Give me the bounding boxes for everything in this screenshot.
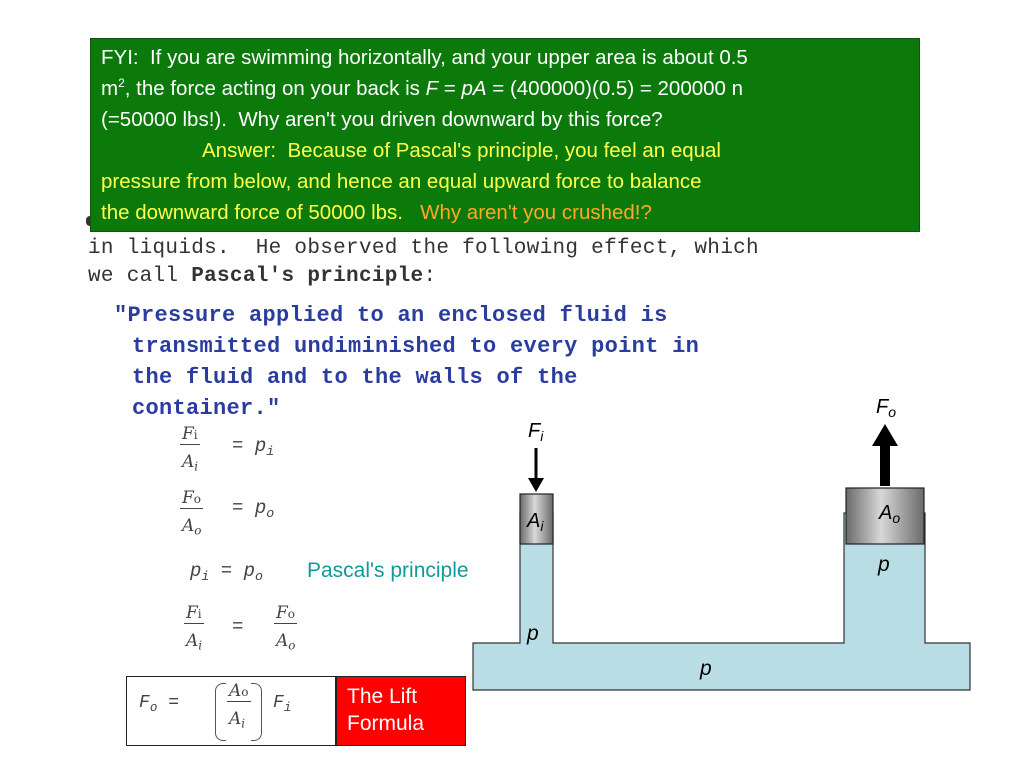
equation-4-eq: = (232, 616, 244, 638)
body-line-2-c: : (423, 265, 437, 288)
fyi-line-2-c: = (400000)(0.5) = 200000 n (486, 77, 744, 100)
lift-label-line-2: Formula (347, 712, 425, 735)
fyi-line-1: FYI: If you are swimming horizontally, and your upper area is about 0.5 (101, 46, 748, 69)
fyi-question: Why aren't you crushed!? (420, 201, 652, 224)
fraction-den: $A_i$ (229, 709, 246, 731)
label-ao: $A_o$ (879, 502, 901, 527)
output-force-arrow-shaft (880, 442, 890, 486)
fraction-num: Ao (229, 681, 249, 701)
quote-line-3: the fluid and to the walls of the (132, 365, 578, 390)
equation-1-rhs: = $p_i$ (232, 435, 275, 459)
fyi-pA: pA (461, 77, 487, 100)
label-fo: $F_o$ (876, 396, 897, 421)
equation-3: $p_i = p_o$ (190, 560, 263, 584)
fraction-den: $A_o$ (276, 631, 296, 653)
lift-label-line-1: The Lift (347, 685, 418, 708)
fyi-answer-1: Answer: Because of Pascal's principle, you feel an equal (202, 139, 721, 162)
fraction-den: $A_i$ (182, 452, 199, 474)
fyi-line-2-b: , the force acting on your back is (124, 77, 426, 100)
quote-line-2: transmitted undiminished to every point in (132, 334, 700, 359)
quote-line-1: "Pressure applied to an enclosed fluid is (114, 303, 668, 328)
label-fi: $F_i$ (528, 420, 544, 445)
label-p-left: p (527, 622, 539, 645)
input-force-arrow-head (528, 478, 544, 492)
pascal-principle-label: Pascal's principle (307, 559, 469, 582)
fraction-num: Fi (186, 603, 202, 623)
fyi-answer-2: pressure from below, and hence an equal upward force to balance (101, 170, 702, 193)
equation-2-rhs: = $p_o$ (232, 497, 275, 521)
label-p-bottom: p (700, 657, 712, 680)
fyi-line-3: (=50000 lbs!). Why aren't you driven downward by this force? (101, 108, 663, 131)
fyi-eq: = (438, 77, 462, 100)
output-force-arrow-head (872, 424, 898, 446)
body-line-2-a: we call (88, 265, 192, 288)
fyi-answer-3: the downward force of 50000 lbs. (101, 201, 403, 224)
lift-rhs: $F_i$ (273, 693, 292, 715)
fraction-num: Fo (182, 488, 202, 508)
fyi-m: m (101, 77, 119, 100)
fraction-num: Fi (182, 424, 198, 444)
fraction-den: $A_i$ (186, 631, 203, 653)
label-ai: $A_i$ (527, 510, 544, 535)
fyi-sup: 2 (118, 76, 125, 91)
fraction-den: $A_o$ (182, 516, 202, 538)
lift-lhs: $F_o$ = (139, 693, 179, 715)
fraction-num: Fo (276, 603, 296, 623)
fyi-F: F (425, 77, 439, 100)
quote-line-4: container." (132, 396, 281, 421)
body-line-1: in liquids. He observed the following effect, which (88, 237, 759, 260)
pascal-principle-term: Pascal's principle (191, 265, 424, 288)
label-p-right: p (878, 553, 890, 576)
